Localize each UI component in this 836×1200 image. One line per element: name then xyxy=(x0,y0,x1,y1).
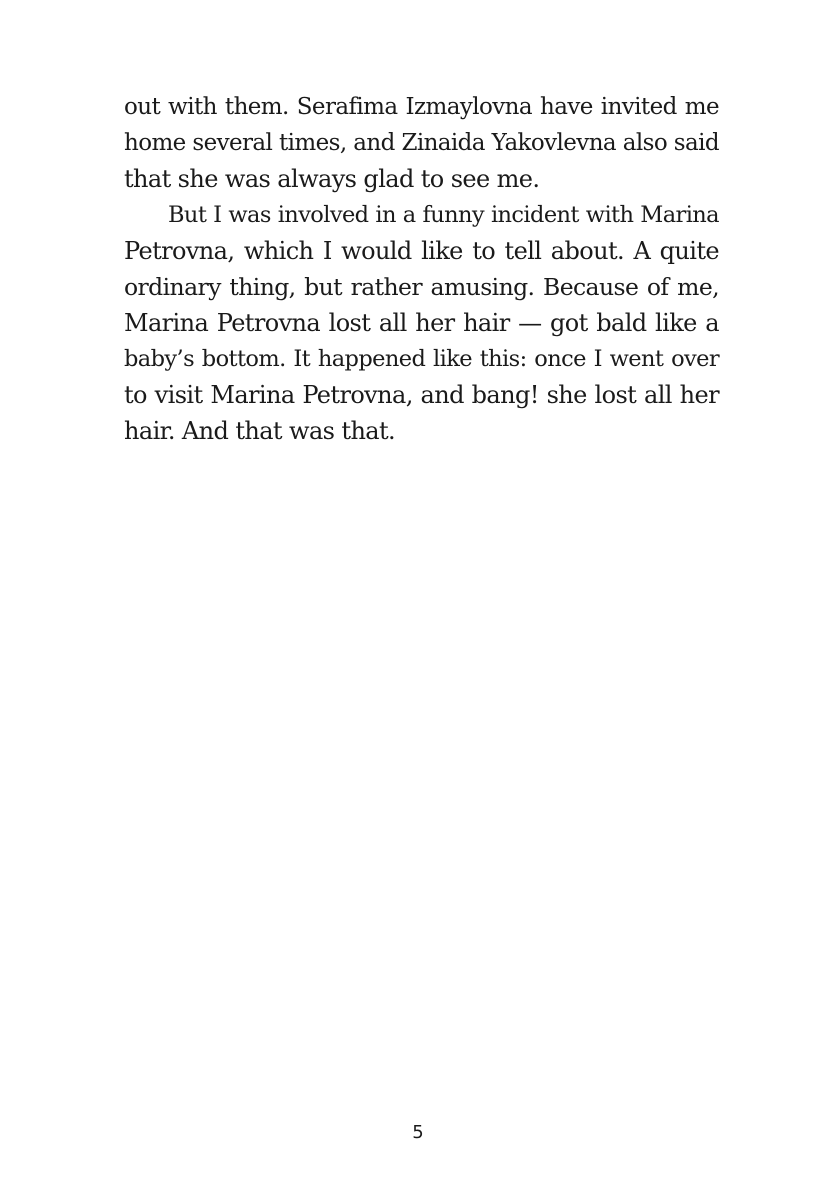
text-line: ordinary thing, but rather amusing. Because of me, xyxy=(124,273,719,301)
text-line: hair. And that was that. xyxy=(124,417,396,445)
text-line: to visit Marina Petrovna, and bang! she lost all her xyxy=(124,381,719,409)
page-number: 5 xyxy=(412,1122,424,1143)
paragraph-2 xyxy=(124,197,719,449)
text-line: Petrovna, which I would like to tell about. A quite xyxy=(124,237,719,265)
text-line: out with them. Serafima Izmaylovna have invited me xyxy=(124,94,719,120)
text-line: that she was always glad to see me. xyxy=(124,165,540,193)
paragraph-1 xyxy=(124,89,719,197)
text-line: Marina Petrovna lost all her hair — got bald like a xyxy=(124,309,719,337)
text-line: But I was involved in a funny incident with Marina xyxy=(168,202,719,228)
text-line: baby’s bottom. It happened like this: once I went over xyxy=(124,346,719,372)
text-line: home several times, and Zinaida Yakovlevna also said xyxy=(124,130,719,156)
body-text xyxy=(124,89,719,449)
